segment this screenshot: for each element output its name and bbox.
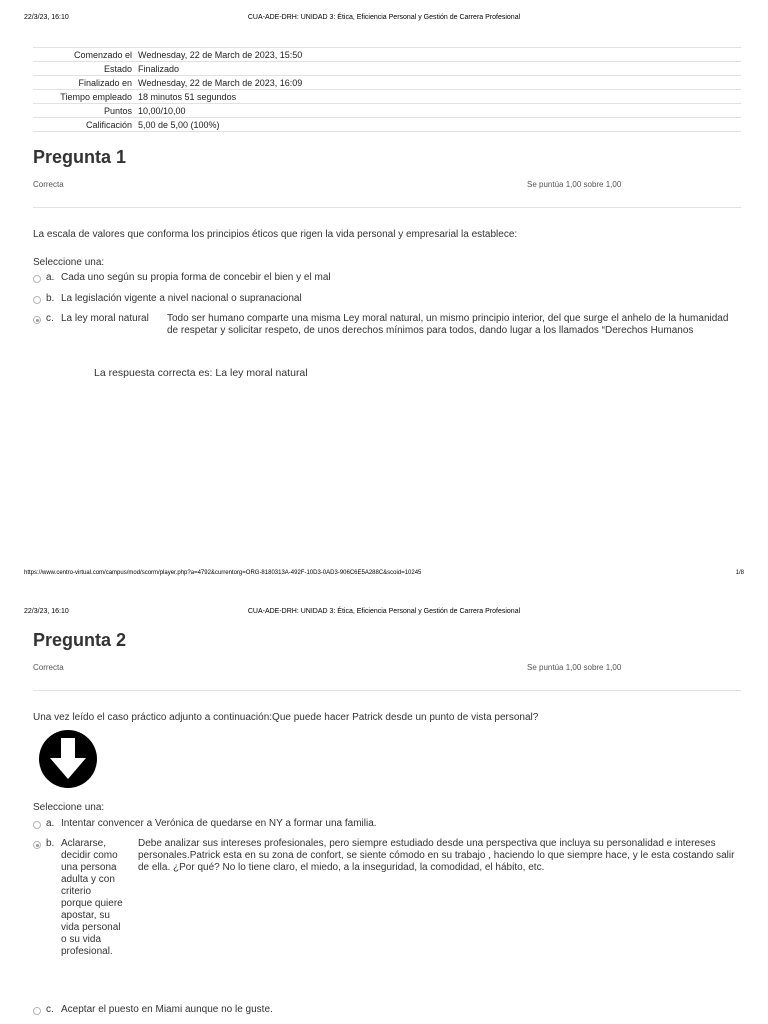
download-arrow-icon[interactable] (39, 730, 97, 788)
answer-option-c[interactable] (33, 313, 741, 337)
summary-value: Wednesday, 22 de March de 2023, 15:50 (135, 48, 741, 62)
radio-button[interactable] (33, 1007, 41, 1015)
answer-option-a[interactable] (33, 818, 741, 830)
option-letter: b. (46, 838, 55, 849)
question-grade: Se puntúa 1,00 sobre 1,00 (527, 663, 622, 672)
summary-label: Puntos (33, 104, 135, 118)
summary-value: Wednesday, 22 de March de 2023, 16:09 (135, 76, 741, 90)
option-text: Aceptar el puesto en Miami aunque no le guste. (61, 1004, 273, 1015)
print-header (24, 14, 744, 21)
header-date: 22/3/23, 16:10 (24, 608, 69, 615)
print-footer (24, 570, 744, 576)
table-row (33, 48, 741, 62)
option-letter: a. (46, 272, 55, 283)
option-text: Cada uno según su propia forma de concebir el bien y el mal (61, 272, 331, 283)
option-letter: b. (46, 293, 55, 304)
summary-value: 5,00 de 5,00 (100%) (135, 118, 741, 132)
option-letter: c. (46, 313, 54, 324)
summary-label: Tiempo empleado (33, 90, 135, 104)
question-1-text: La escala de valores que conforma los principios éticos que rigen la vida personal y empresarial la establece: (33, 229, 518, 240)
answer-option-b[interactable] (33, 838, 741, 958)
select-one-prompt: Seleccione una: (33, 257, 105, 268)
question-state: Correcta (33, 180, 64, 189)
radio-button-selected[interactable] (33, 841, 41, 849)
option-text: La ley moral natural (61, 313, 149, 324)
summary-label: Comenzado el (33, 48, 135, 62)
divider (33, 690, 741, 691)
summary-label: Finalizado en (33, 76, 135, 90)
answer-option-a[interactable] (33, 272, 741, 284)
divider (33, 207, 741, 208)
table-row (33, 76, 741, 90)
answer-option-b[interactable] (33, 293, 741, 305)
summary-value: 10,00/10,00 (135, 104, 741, 118)
table-row (33, 90, 741, 104)
radio-button[interactable] (33, 821, 41, 829)
header-title: CUA-ADE-DRH: UNIDAD 3: Ética, Eficiencia Personal y Gestión de Carrera Profesional (247, 14, 521, 21)
option-letter: c. (46, 1004, 54, 1015)
question-2-text: Una vez leído el caso práctico adjunto a continuación:Que puede hacer Patrick desde un punto de vista personal? (33, 712, 539, 723)
attempt-summary-table (33, 47, 741, 132)
summary-label: Estado (33, 62, 135, 76)
question-grade: Se puntúa 1,00 sobre 1,00 (527, 180, 622, 189)
option-feedback: Todo ser humano comparte una misma Ley moral natural, un mismo principio interior, del que surge el anhelo de la humanidad de respetar y solicitar respeto, de unos derechos mínimos para todos, dando lugar a los llamados “Derechos Humanos (167, 313, 729, 336)
table-row (33, 118, 741, 132)
header-date: 22/3/23, 16:10 (24, 14, 69, 21)
radio-button[interactable] (33, 275, 41, 283)
question-1-meta (33, 180, 741, 189)
summary-value: 18 minutos 51 segundos (135, 90, 741, 104)
question-2-title: Pregunta 2 (33, 630, 127, 650)
table-row (33, 104, 741, 118)
option-text: Aclararse, decidir como una persona adulta y con criterio porque quiere apostar, su vida personal o su vida profesional. (61, 838, 123, 957)
option-text: Intentar convencer a Verónica de quedarse en NY a formar una familia. (61, 818, 377, 829)
radio-button-selected[interactable] (33, 316, 41, 324)
summary-label: Calificación (33, 118, 135, 132)
footer-url: https://www.centro-virtual.com/campus/mod/scorm/player.php?a=4792&currentorg=ORG-8180313A-492F-10D3-0AD3-906C6E5A288C&scoid=10245 (24, 570, 422, 576)
option-letter: a. (46, 818, 55, 829)
summary-value: Finalizado (135, 62, 741, 76)
question-1-title: Pregunta 1 (33, 147, 127, 167)
radio-button[interactable] (33, 296, 41, 304)
question-2-meta (33, 663, 741, 672)
option-text: La legislación vigente a nivel nacional o supranacional (61, 293, 302, 304)
correct-answer-feedback: La respuesta correcta es: La ley moral natural (94, 367, 308, 379)
print-header (24, 608, 744, 615)
question-state: Correcta (33, 663, 64, 672)
answer-option-c[interactable] (33, 1004, 741, 1016)
footer-page-number: 1/8 (735, 570, 744, 576)
option-feedback: Debe analizar sus intereses profesionales, pero siempre estudiado desde una perspectiva que incluya su personalidad e intereses personales.Patrick esta en su zona de confort, se siente cómodo en su trabajo , haciendo lo que siempre hace, y le esta costando salir de ella. ¿Por qué? No lo tiene claro, el miedo, a la inseguridad, la comodidad, el hábito, etc. (138, 838, 735, 873)
table-row (33, 62, 741, 76)
header-title: CUA-ADE-DRH: UNIDAD 3: Ética, Eficiencia Personal y Gestión de Carrera Profesional (247, 608, 521, 615)
select-one-prompt: Seleccione una: (33, 802, 105, 813)
